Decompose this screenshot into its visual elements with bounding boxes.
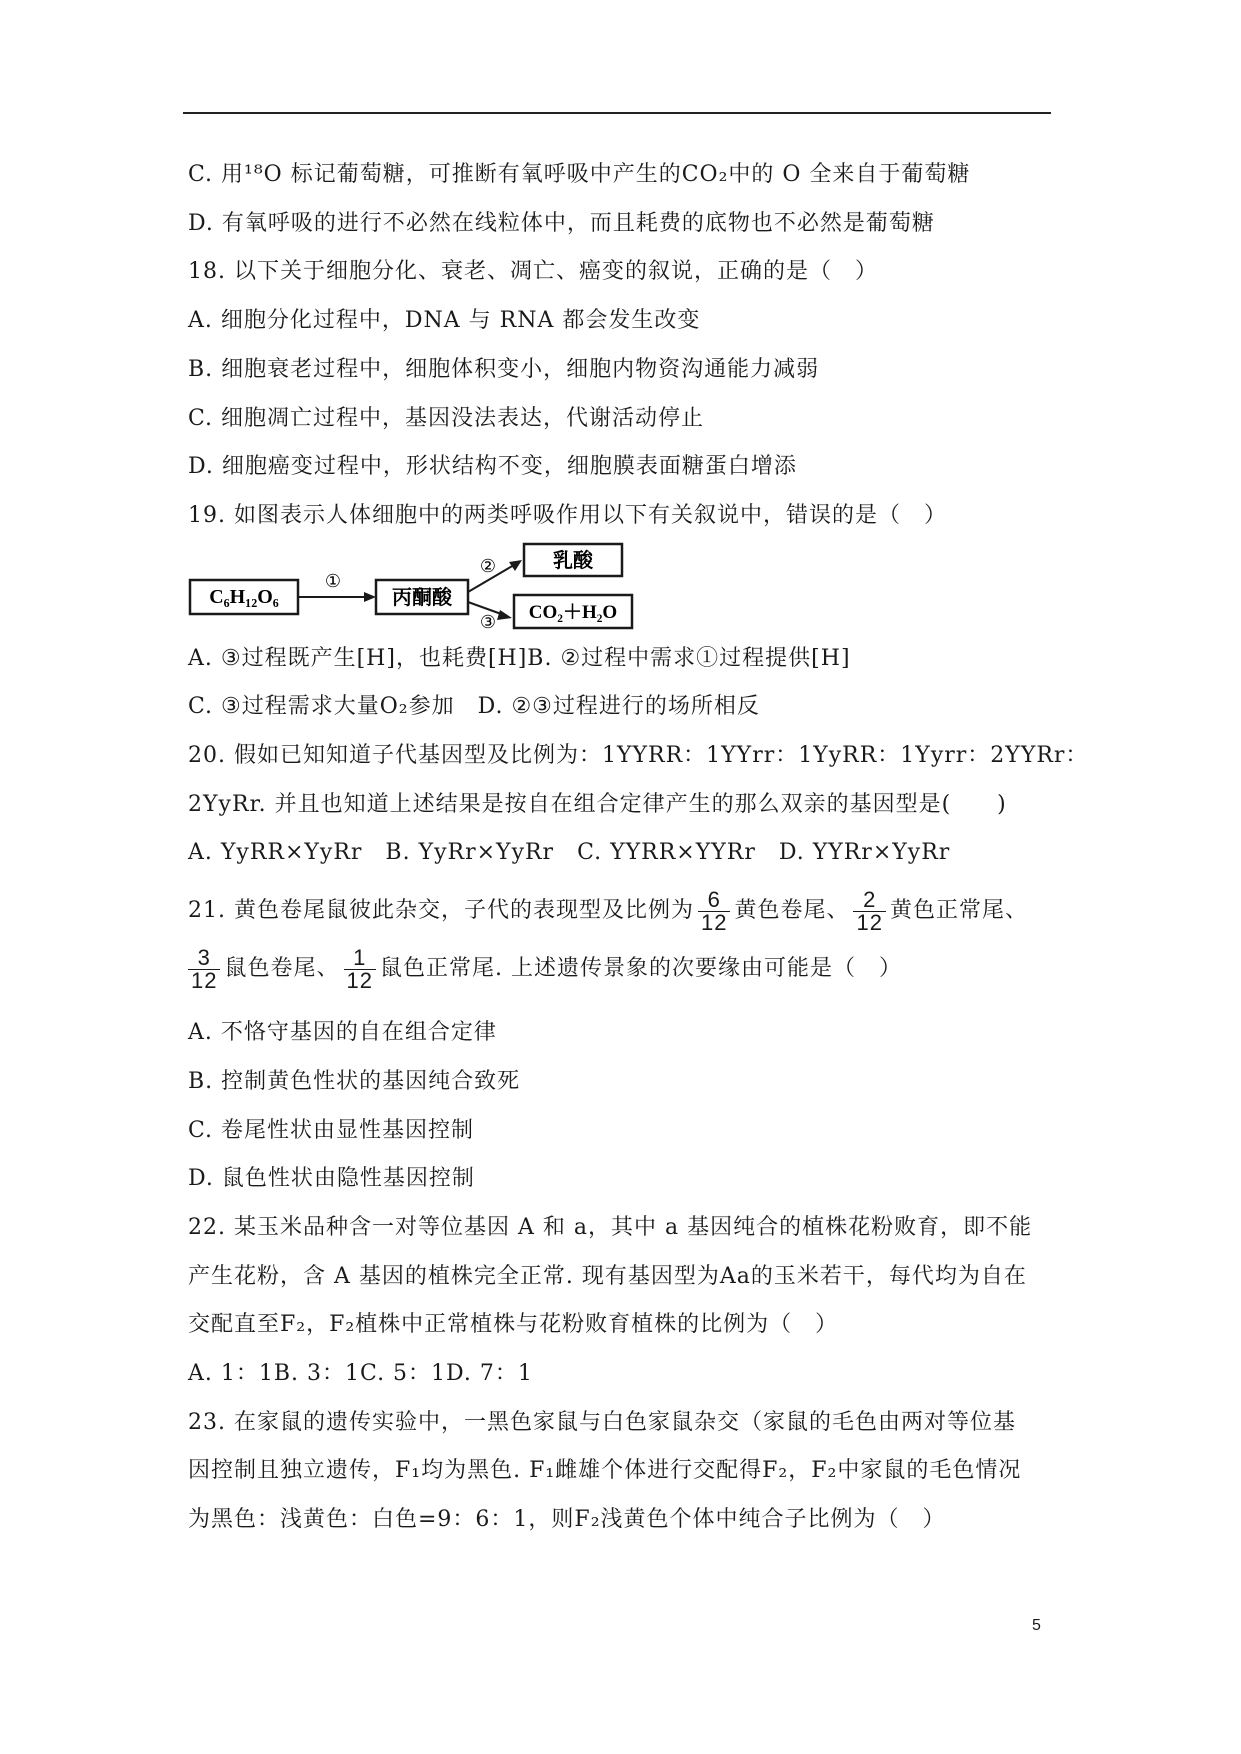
option-c: C. 细胞凋亡过程中，基因没法表达，代谢活动停止 — [188, 406, 705, 431]
option-c: C. ③过程需求大量O₂参加 D. ②③过程进行的场所相反 — [188, 694, 760, 719]
step-3-label: ③ — [479, 612, 497, 630]
option-a: A. 细胞分化过程中，DNA 与 RNA 都会发生改变 — [188, 308, 701, 333]
option-d: D. 鼠色性状由隐性基因控制 — [188, 1166, 475, 1191]
question-23: 23. 在家鼠的遗传实验中，一黑色家鼠与白色家鼠杂交（家鼠的毛色由两对等位基 — [188, 1410, 1016, 1435]
text-line: 为黑色：浅黄色：白色=9：6：1，则F₂浅黄色个体中纯合子比例为（ ） — [188, 1507, 946, 1532]
text-line: C. 用¹⁸O 标记葡萄糖，可推断有氧呼吸中产生的CO₂中的 O 全来自于葡萄糖 — [188, 162, 971, 187]
page-number: 5 — [1032, 1617, 1041, 1634]
options-line: A. YyRR×YyRr B. YyRr×YyRr C. YYRR×YYRr D. YYRr×YyRr — [188, 840, 951, 865]
question-21-cont: $\frac{3}{12}$ 鼠色卷尾、 $\frac{1}{12}$ 鼠色正常尾. 上述遗传景象的次要缘由可能是（ ） — [184, 942, 902, 996]
text-line: 因控制且独立遗传，F₁均为黑色. F₁雌雄个体进行交配得F₂，F₂中家鼠的毛色情况 — [188, 1458, 1022, 1483]
question-18: 18. 以下关于细胞分化、衰老、凋亡、癌变的叙说，正确的是（ ） — [188, 259, 878, 284]
text-line: 2YyRr. 并且也知道上述结果是按自在组合定律产生的那么双亲的基因型是( ) — [188, 792, 1007, 817]
options-line: A. 1：1B. 3：1C. 5：1D. 7：1 — [188, 1361, 533, 1386]
co2-water-label: CO₂＋H₂O — [528, 602, 618, 623]
fraction: $\frac{3}{12}$ — [188, 947, 220, 992]
step-2-label: ② — [479, 556, 497, 577]
question-20: 20. 假如已知知道子代基因型及比例为：1YYRR：1YYrr：1YyRR：1Yyrr：2YYRr： — [188, 743, 1089, 768]
step-1-label: ① — [324, 571, 342, 592]
option-b: B. 细胞衰老过程中，细胞体积变小，细胞内物资沟通能力减弱 — [188, 357, 820, 382]
question-19: 19. 如图表示人体细胞中的两类呼吸作用以下有关叙说中，错误的是（ ） — [188, 503, 947, 528]
option-b: B. 控制黄色性状的基因纯合致死 — [188, 1069, 521, 1094]
option-d: D. 细胞癌变过程中，形状结构不变，细胞膜表面糖蛋白增添 — [188, 454, 797, 479]
glucose-label: C₆H₁₂O₆ — [209, 586, 279, 608]
option-a: A. ③过程既产生[H]，也耗费[H]B. ②过程中需求①过程提供[H] — [188, 646, 851, 671]
question-21: 21. 黄色卷尾鼠彼此杂交，子代的表现型及比例为 $\frac{6}{12}$ 黄色卷尾、 $\frac{2}{12}$ 黄色正常尾、 — [188, 886, 1028, 935]
option-a: A. 不恪守基因的自在组合定律 — [188, 1020, 497, 1045]
text-line: 交配直至F₂，F₂植株中正常植株与花粉败育植株的比例为（ ） — [188, 1312, 839, 1337]
option-c: C. 卷尾性状由显性基因控制 — [188, 1118, 475, 1143]
text-line: D. 有氧呼吸的进行不必然在线粒体中，而且耗费的底物也不必然是葡萄糖 — [188, 211, 935, 236]
lactic-acid-label: 乳酸 — [553, 548, 593, 572]
fraction: $\frac{2}{12}$ — [853, 889, 885, 934]
text-line: 产生花粉，含 A 基因的植株完全正常. 现有基因型为Aa的玉米若干，每代均为自在 — [188, 1264, 1027, 1289]
fraction: $\frac{1}{12}$ — [344, 947, 376, 992]
pyruvate-label: 丙酮酸 — [392, 585, 452, 609]
question-22: 22. 某玉米品种含一对等位基因 A 和 a，其中 a 基因纯合的植株花粉败育，即不能 — [188, 1215, 1033, 1240]
fraction: $\frac{6}{12}$ — [698, 889, 730, 934]
respiration-diagram — [188, 540, 678, 630]
header-rule — [183, 112, 1051, 114]
